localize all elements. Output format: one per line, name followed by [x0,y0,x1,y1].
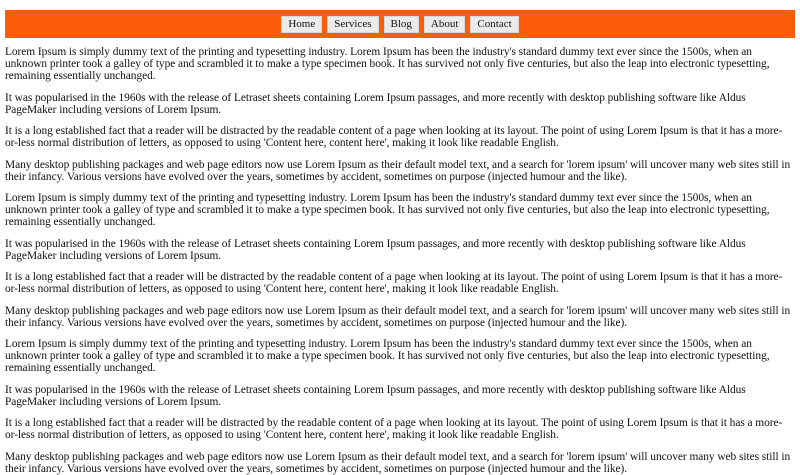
main-content [5,46,795,475]
nav-contact-button[interactable]: Contact [470,16,518,33]
paragraph: It was popularised in the 1960s with the release of Letraset sheets containing Lorem Ipsum passages, and more recently with desktop publishing software like Aldus PageMaker including versions of Lorem Ipsum. [5,91,746,116]
paragraph: Many desktop publishing packages and web page editors now use Lorem Ipsum as their default model text, and a search for 'lorem ipsum' will uncover many web sites still in their infancy. Various versions have evolved over the years, sometimes by accident, sometimes on purpose (injected humour and the like). [5,158,791,183]
paragraph: Lorem Ipsum is simply dummy text of the printing and typesetting industry. Lorem Ipsum has been the industry's standard dummy text ever since the 1500s, when an unknown printer took a galley of type and scrambled it to make a type specimen book. It has survived not only five centuries, but also the leap into electronic typesetting, remaining essentially unchanged. [5,46,770,82]
navbar [5,10,795,38]
paragraph: Many desktop publishing packages and web page editors now use Lorem Ipsum as their default model text, and a search for 'lorem ipsum' will uncover many web sites still in their infancy. Various versions have evolved over the years, sometimes by accident, sometimes on purpose (injected humour and the like). [5,304,791,329]
paragraph: It was popularised in the 1960s with the release of Letraset sheets containing Lorem Ipsum passages, and more recently with desktop publishing software like Aldus PageMaker including versions of Lorem Ipsum. [5,383,746,408]
paragraph: Lorem Ipsum is simply dummy text of the printing and typesetting industry. Lorem Ipsum has been the industry's standard dummy text ever since the 1500s, when an unknown printer took a galley of type and scrambled it to make a type specimen book. It has survived not only five centuries, but also the leap into electronic typesetting, remaining essentially unchanged. [5,192,770,228]
nav-home-button[interactable]: Home [281,16,322,33]
nav-services-button[interactable]: Services [327,16,378,33]
nav-about-button[interactable]: About [424,16,466,33]
paragraph: It is a long established fact that a reader will be distracted by the readable content of a page when looking at its layout. The point of using Lorem Ipsum is that it has a more-or-less normal distribution of letters, as opposed to using 'Content here, content here', making it look like readable English. [5,125,783,149]
paragraph: It was popularised in the 1960s with the release of Letraset sheets containing Lorem Ipsum passages, and more recently with desktop publishing software like Aldus PageMaker including versions of Lorem Ipsum. [5,237,746,262]
nav-blog-button[interactable]: Blog [384,16,419,33]
paragraph: Many desktop publishing packages and web page editors now use Lorem Ipsum as their default model text, and a search for 'lorem ipsum' will uncover many web sites still in their infancy. Various versions have evolved over the years, sometimes by accident, sometimes on purpose (injected humour and the like). [5,450,791,475]
paragraph: It is a long established fact that a reader will be distracted by the readable content of a page when looking at its layout. The point of using Lorem Ipsum is that it has a more-or-less normal distribution of letters, as opposed to using 'Content here, content here', making it look like readable English. [5,417,783,441]
paragraph: Lorem Ipsum is simply dummy text of the printing and typesetting industry. Lorem Ipsum has been the industry's standard dummy text ever since the 1500s, when an unknown printer took a galley of type and scrambled it to make a type specimen book. It has survived not only five centuries, but also the leap into electronic typesetting, remaining essentially unchanged. [5,338,770,374]
paragraph: It is a long established fact that a reader will be distracted by the readable content of a page when looking at its layout. The point of using Lorem Ipsum is that it has a more-or-less normal distribution of letters, as opposed to using 'Content here, content here', making it look like readable English. [5,271,783,295]
